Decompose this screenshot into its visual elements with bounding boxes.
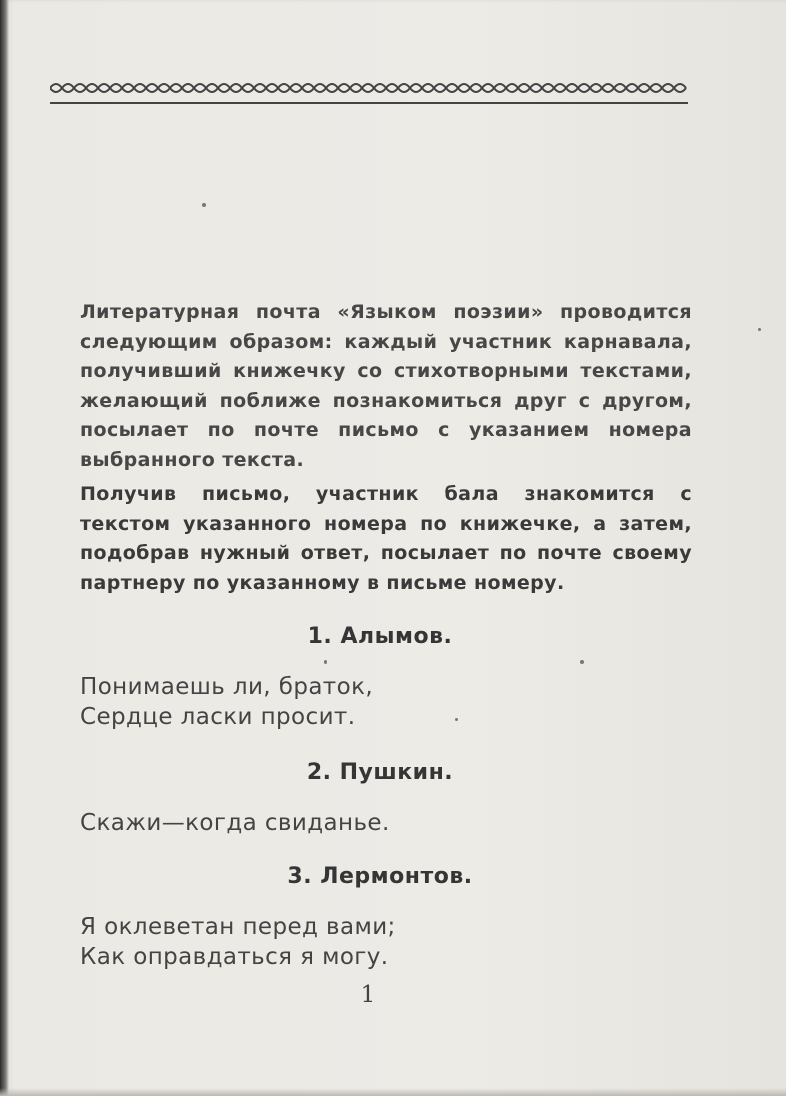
paper-speck: [202, 203, 206, 207]
entry-3-line-1: Я оклеветан перед вами;: [80, 914, 396, 940]
ornamental-border: [50, 76, 688, 110]
entry-1-line-2: Сердце ласки просит.: [80, 704, 356, 730]
entry-1-line-1: Понимаешь ли, браток,: [80, 674, 374, 700]
entry-3-line-2: Как оправдаться я могу.: [80, 944, 389, 970]
paper-speck: [455, 718, 458, 721]
intro-paragraph-1: Литературная почта «Языком поэзии» проводится следующим образом: каждый участник карнавала, получивший книжечку со стихотворными текстами, желающий поближе познакомиться друг с другом, посылает по почте письмо с указанием номера выбранного текста.: [80, 301, 692, 471]
binding-shadow: [0, 0, 9, 1096]
paper-speck: [758, 328, 761, 331]
entry-3-verse: [80, 912, 640, 972]
entry-1-heading: 1. Алымов.: [307, 624, 453, 649]
entry-2-line-1: Скажи—когда свиданье.: [80, 810, 390, 836]
page-number: 1: [360, 982, 376, 1008]
bottom-edge-shadow: [0, 1088, 786, 1096]
intro-paragraph-2: Получив письмо, участник бала знакомится с текстом указанного номера по книжечке, а затем, подобрав нужный ответ, посылает по почте своему партнеру по указанному в письме номеру.: [80, 483, 692, 594]
paper-speck: [324, 660, 327, 664]
paper-speck: [580, 660, 584, 664]
entry-2-verse: [80, 808, 640, 838]
entry-3-heading: 3. Лермонтов.: [287, 864, 473, 889]
entry-2-heading: 2. Пушкин.: [306, 760, 454, 785]
entry-1-verse: [80, 672, 640, 732]
